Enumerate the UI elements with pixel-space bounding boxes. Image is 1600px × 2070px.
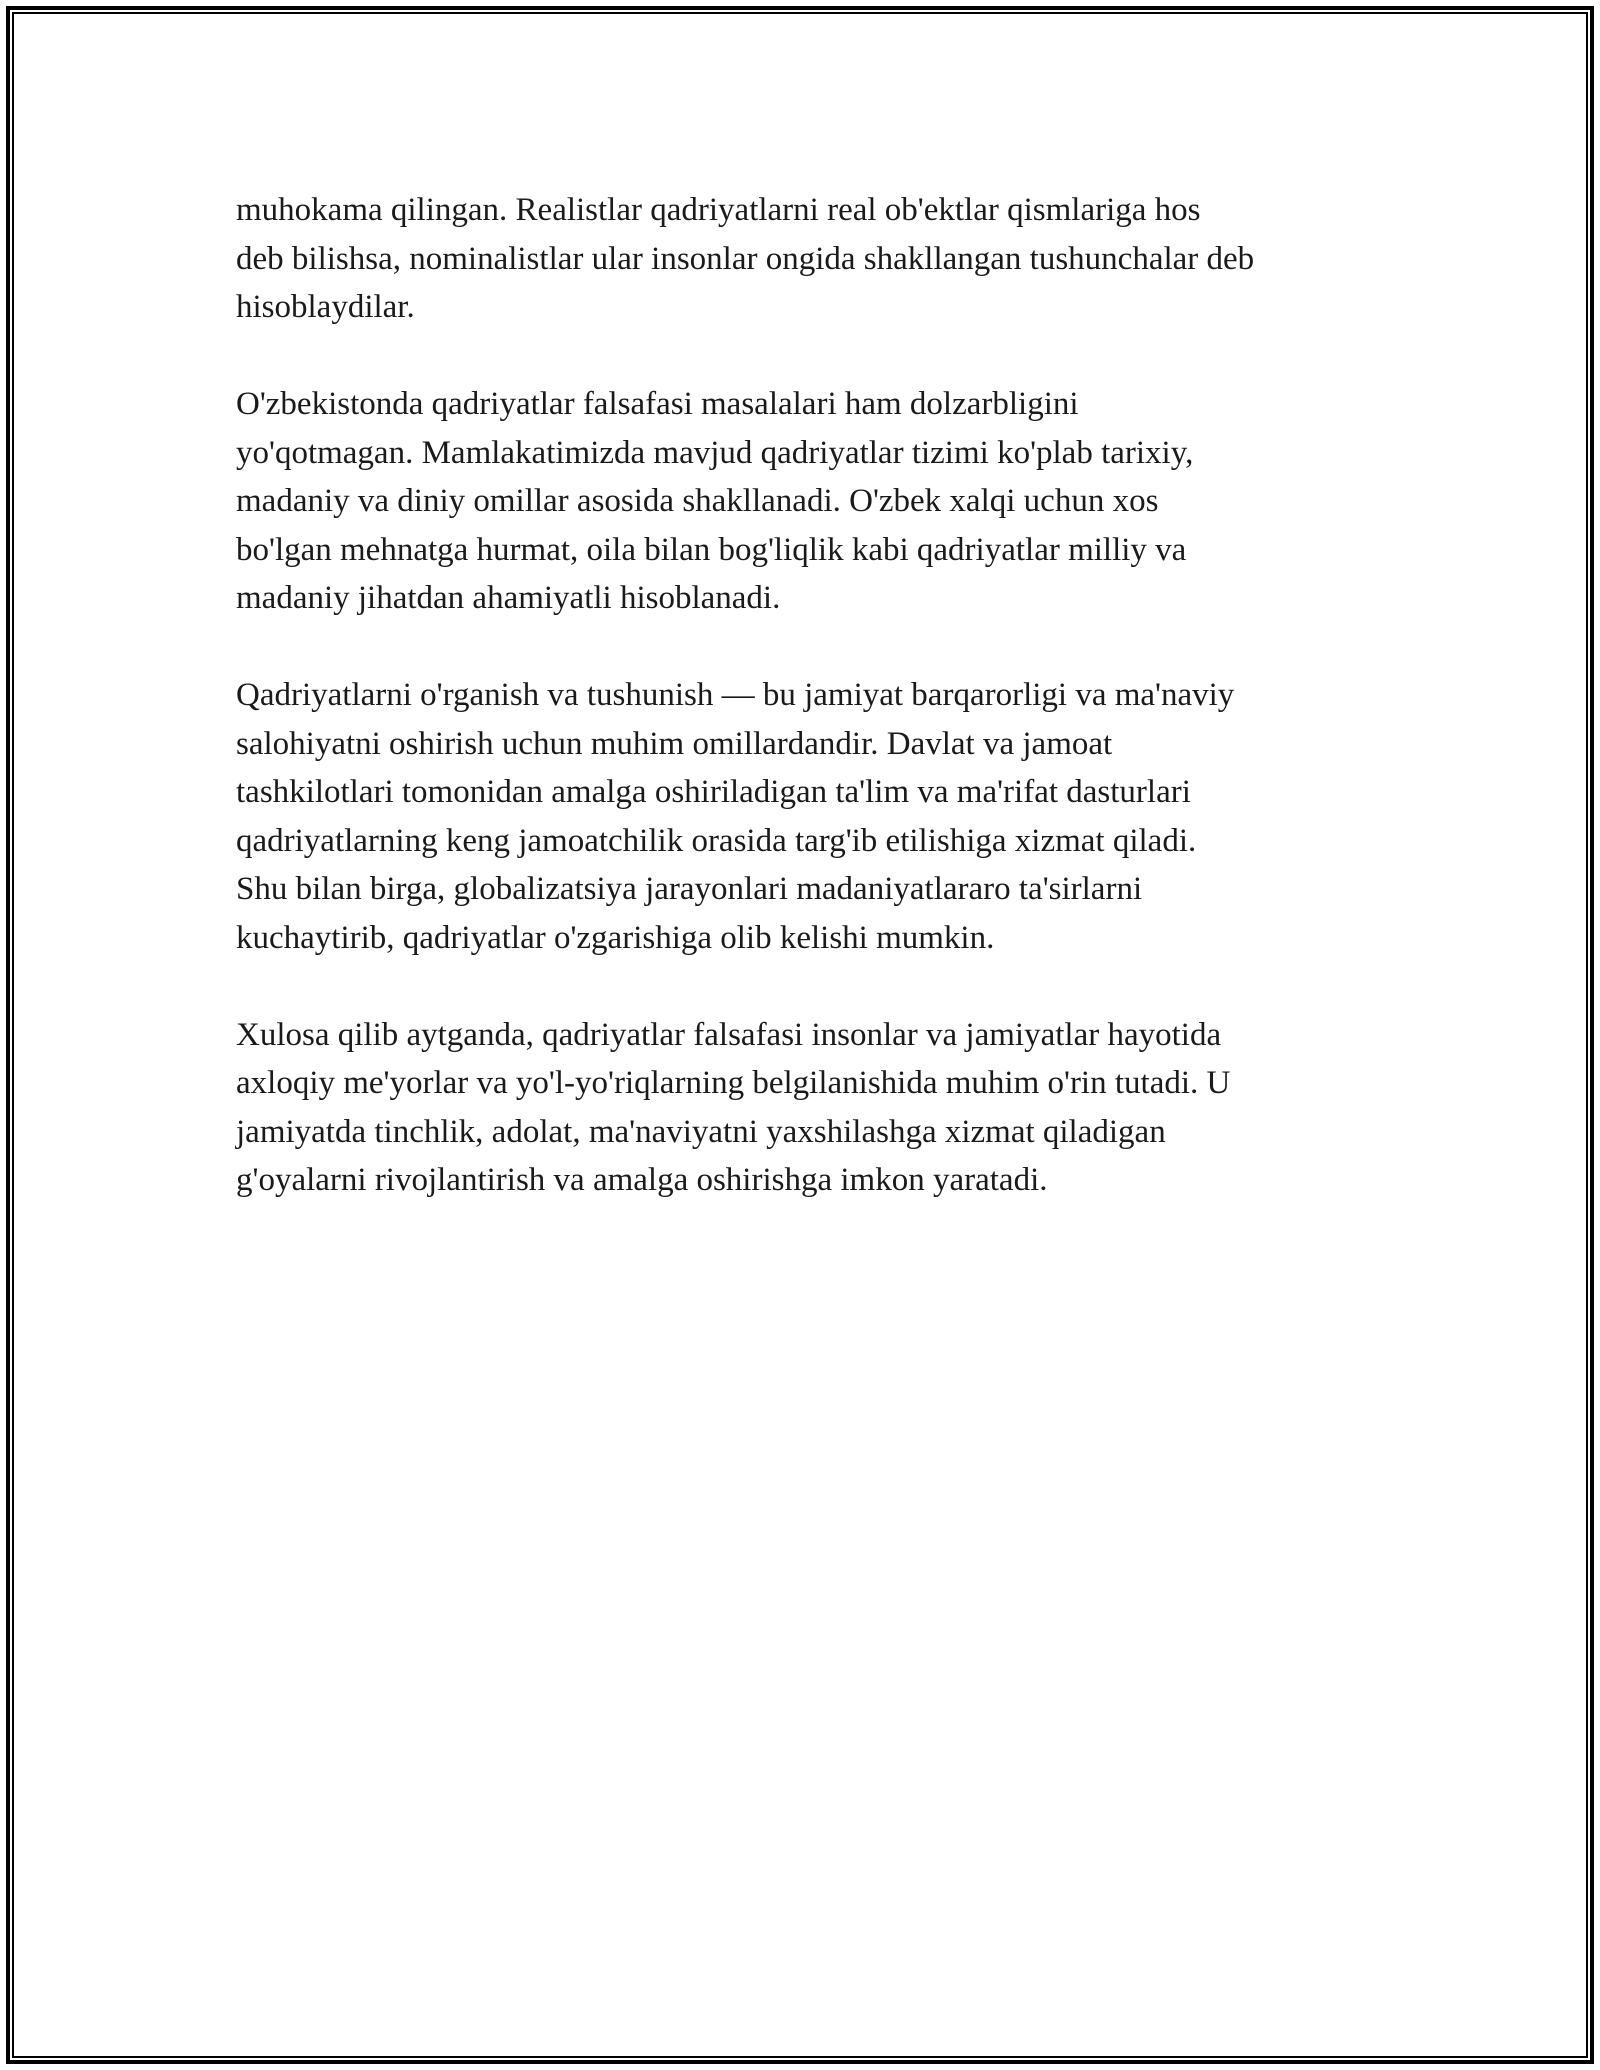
- paragraph-line: madaniy jihatdan ahamiyatli hisoblanadi.: [236, 580, 781, 616]
- paragraph-line: O'zbekistonda qadriyatlar falsafasi masalalari ham dolzarbligini: [236, 386, 1079, 422]
- paragraph-line: kuchaytirib, qadriyatlar o'zgarishiga olib kelishi mumkin.: [236, 919, 995, 956]
- paragraph-line: g'oyalarni rivojlantirish va amalga oshirishga imkon yaratadi.: [236, 1162, 1048, 1198]
- paragraph-2: [236, 380, 1376, 623]
- paragraph-4: [236, 1011, 1376, 1205]
- paragraph-line: jamiyatda tinchlik, adolat, ma'naviyatni yaxshilashga xizmat qiladigan: [236, 1113, 1166, 1150]
- paragraph-3: [236, 671, 1376, 962]
- paragraph-line: tashkilotlari tomonidan amalga oshiriladigan ta'lim va ma'rifat dasturlari: [236, 774, 1191, 810]
- paragraph-1: [236, 186, 1376, 332]
- paragraph-line: deb bilishsa, nominalistlar ular insonlar ongida shakllangan tushunchalar deb: [236, 240, 1255, 277]
- paragraph-line: axloqiy me'yorlar va yo'l-yo'riqlarning belgilanishida muhim o'rin tutadi. U: [236, 1065, 1231, 1101]
- paragraph-line: madaniy va diniy omillar asosida shakllanadi. O'zbek xalqi uchun xos: [236, 483, 1159, 519]
- paragraph-line: Xulosa qilib aytganda, qadriyatlar falsafasi insonlar va jamiyatlar hayotida: [236, 1016, 1222, 1053]
- paragraph-line: muhokama qilingan. Realistlar qadriyatlarni real ob'ektlar qismlariga hos: [236, 192, 1201, 228]
- paragraph-line: Qadriyatlarni o'rganish va tushunish — bu jamiyat barqarorligi va ma'naviy: [236, 677, 1235, 713]
- document-body: [236, 186, 1376, 1253]
- paragraph-line: yo'qotmagan. Mamlakatimizda mavjud qadriyatlar tizimi ko'plab tarixiy,: [236, 434, 1194, 471]
- paragraph-line: qadriyatlarning keng jamoatchilik orasida targ'ib etilishiga xizmat qiladi.: [236, 822, 1197, 859]
- paragraph-line: hisoblaydilar.: [236, 289, 415, 325]
- paragraph-line: salohiyatni oshirish uchun muhim omillardandir. Davlat va jamoat: [236, 725, 1113, 762]
- paragraph-line: Shu bilan birga, globalizatsiya jarayonlari madaniyatlararo ta'sirlarni: [236, 871, 1143, 907]
- paragraph-line: bo'lgan mehnatga hurmat, oila bilan bog'liqlik kabi qadriyatlar milliy va: [236, 531, 1187, 568]
